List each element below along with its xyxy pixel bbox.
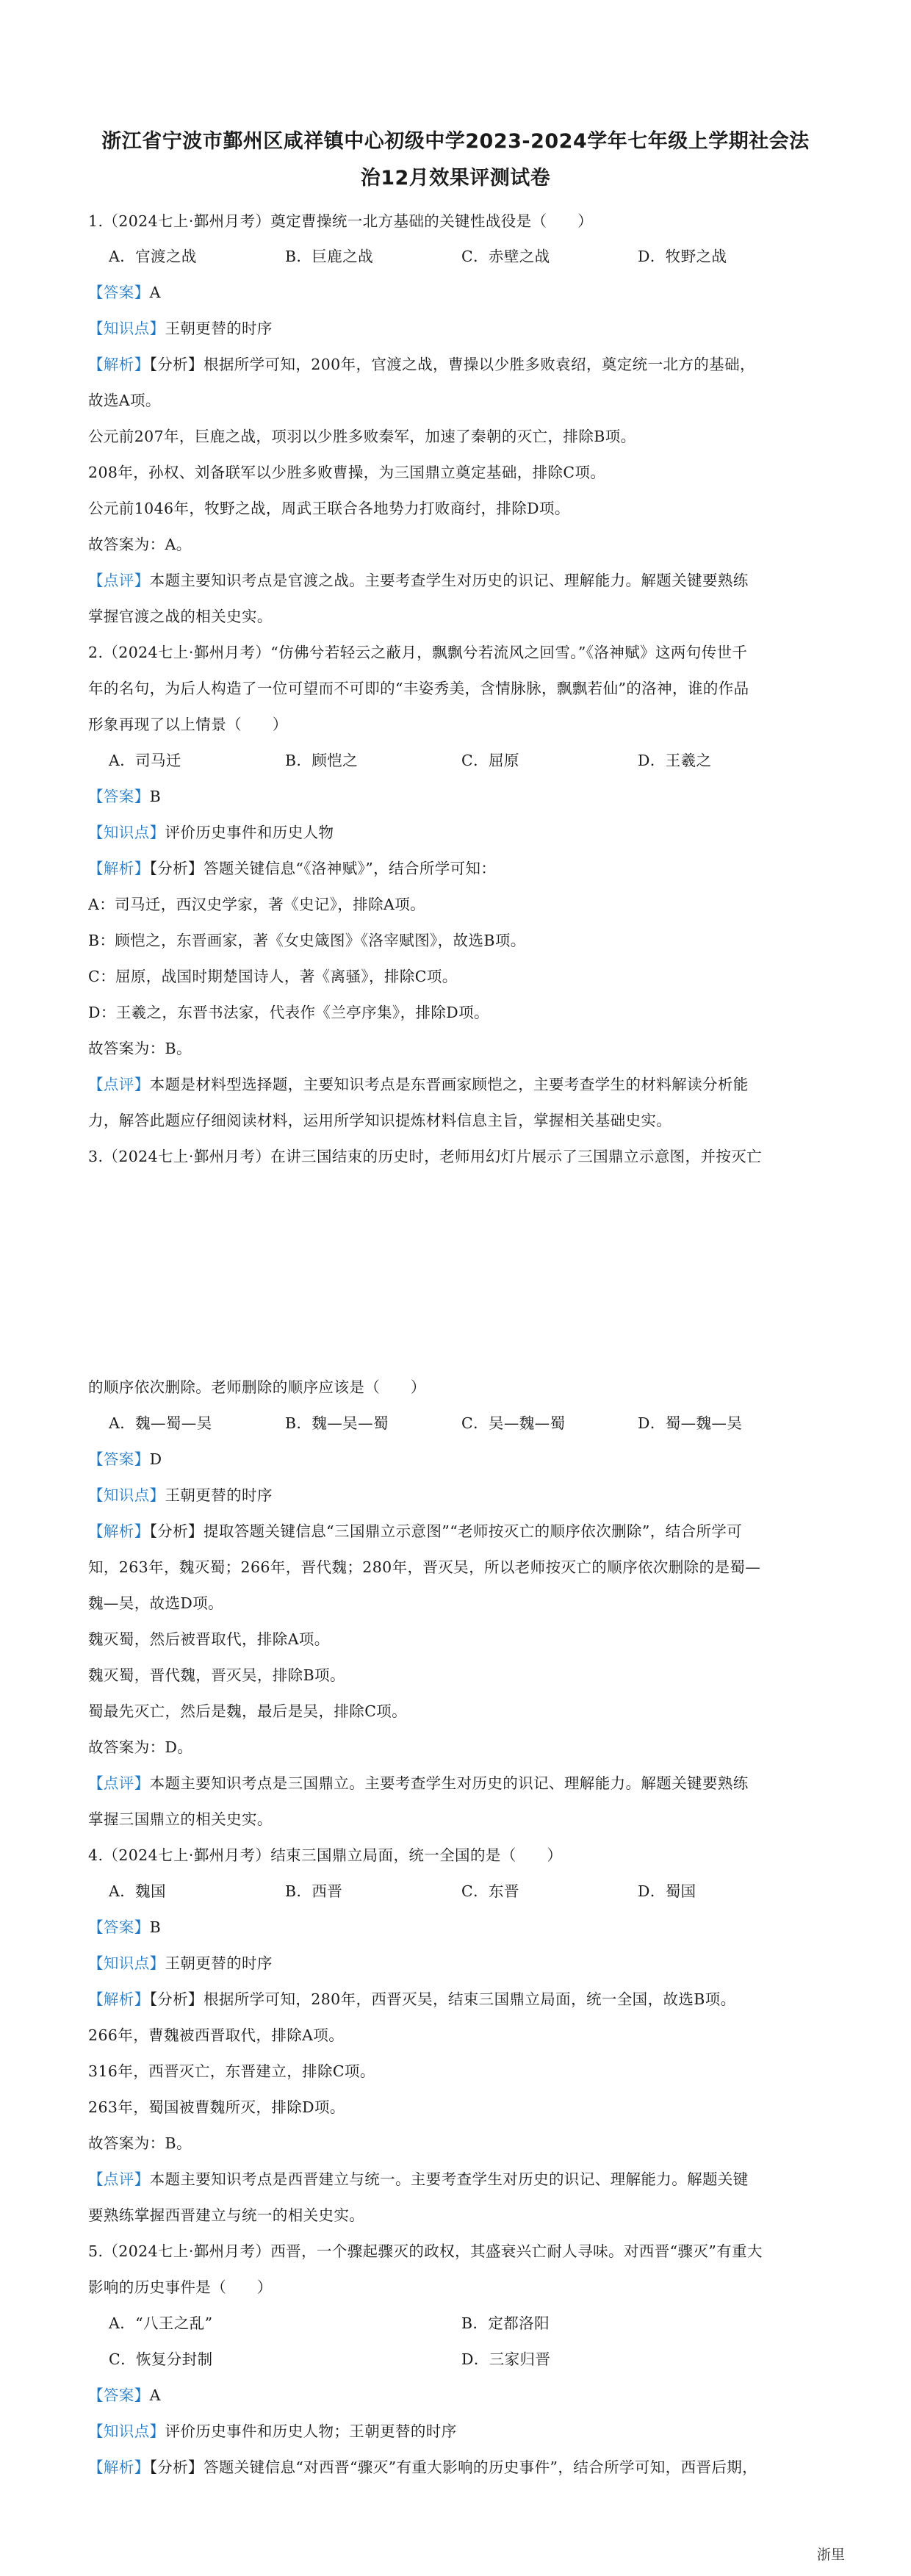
q1-option-a: A．官渡之战 (109, 248, 197, 265)
q4-option-b: B．西晋 (285, 1882, 343, 1900)
q3-analysis-line: 魏灭蜀，晋代魏，晋灭吴，排除B项。 (88, 1666, 345, 1684)
q1-comment-line: 【点评】本题主要知识考点是官渡之战。主要考查学生对历史的识记、理解能力。解题关键要熟练 (88, 572, 749, 589)
page-footer: 浙里 (816, 2547, 845, 2563)
q3-stem-line: 3.（2024七上·鄞州月考）在讲三国结束的历史时，老师用幻灯片展示了三国鼎立示意图，并按灭亡 (88, 1148, 763, 1165)
comment-label: 【点评】 (88, 1774, 150, 1792)
q1-analysis-line: 208年，孙权、刘备联军以少胜多败曹操，为三国鼎立奠定基础，排除C项。 (88, 464, 606, 481)
q3-option-a: A．魏—蜀—吴 (109, 1414, 212, 1432)
q3-option-b: B．魏—吴—蜀 (285, 1414, 389, 1432)
q4-analysis-line: 【解析】【分析】根据所学可知，280年，西晋灭吴，结束三国鼎立局面，统一全国，故选B项。 (88, 1990, 736, 2008)
q3-option-c: C．吴—魏—蜀 (461, 1414, 566, 1432)
q2-option-c: C．屈原 (461, 752, 519, 769)
q3-analysis-line: 故答案为：D。 (88, 1738, 193, 1756)
q2-stem-line: 2.（2024七上·鄞州月考）“仿佛兮若轻云之蔽月，飘飘兮若流风之回雪。”《洛神赋》这两句传世千 (88, 644, 748, 661)
q2-option-a: A．司马迁 (109, 752, 181, 769)
q3-comment-line: 掌握三国鼎立的相关史实。 (88, 1810, 273, 1828)
comment-label: 【点评】 (88, 572, 150, 589)
q1-stem: 1.（2024七上·鄞州月考）奠定曹操统一北方基础的关键性战役是（ ） (88, 212, 594, 230)
q4-stem: 4.（2024七上·鄞州月考）结束三国鼎立局面，统一全国的是（ ） (88, 1846, 563, 1864)
q3-map-image-area (88, 1176, 830, 1352)
q4-option-d: D．蜀国 (638, 1882, 696, 1900)
q1-knowledge (88, 319, 830, 338)
q2-knowledge (88, 823, 830, 842)
q3-knowledge-value: 王朝更替的时序 (165, 1486, 273, 1504)
q4-knowledge (88, 1954, 830, 1973)
q3-stem-line: 的顺序依次删除。老师删除的顺序应该是（ ） (88, 1378, 426, 1396)
q3-knowledge (88, 1486, 830, 1505)
q5-stem-line: 影响的历史事件是（ ） (88, 2278, 273, 2296)
q1-comment-line: 掌握官渡之战的相关史实。 (88, 608, 273, 625)
q2-stem-line: 年的名句，为后人构造了一位可望而不可即的“丰姿秀美，含情脉脉，飘飘若仙”的洛神，谁的作品 (88, 680, 749, 697)
q2-knowledge-value: 评价历史事件和历史人物 (165, 824, 334, 841)
q4-option-c: C．东晋 (461, 1882, 519, 1900)
q2-comment-line: 【点评】本题是材料型选择题，主要知识考点是东晋画家顾恺之，主要考查学生的材料解读分析能 (88, 1076, 749, 1093)
q1-analysis-line: 公元前1046年，牧野之战，周武王联合各地势力打败商纣，排除D项。 (88, 500, 570, 517)
q5-answer-value: A (149, 2386, 161, 2404)
q5-answer (88, 2386, 830, 2405)
q3-answer-value: D (149, 1450, 162, 1468)
q3-analysis-line: 知，263年，魏灭蜀；266年，晋代魏；280年，晋灭吴，所以老师按灭亡的顺序依次删除的是蜀— (88, 1558, 761, 1576)
q4-option-a: A．魏国 (109, 1882, 166, 1900)
analysis-label: 【解析】 (88, 860, 150, 877)
q2-option-d: D．王羲之 (638, 752, 712, 769)
q5-knowledge (88, 2422, 830, 2441)
answer-label: 【答案】 (88, 284, 150, 301)
knowledge-label: 【知识点】 (88, 1954, 165, 1972)
q5-option-a: A．“八王之乱” (109, 2314, 213, 2332)
q3-analysis-line: 魏—吴，故选D项。 (88, 1594, 224, 1612)
knowledge-label: 【知识点】 (88, 320, 165, 337)
q1-knowledge-value: 王朝更替的时序 (165, 320, 273, 337)
q2-analysis-line: 故答案为：B。 (88, 1040, 192, 1057)
q1-option-c: C．赤壁之战 (461, 248, 550, 265)
q5-analysis-line: 【解析】【分析】答题关键信息“对西晋“骤灭”有重大影响的历史事件”，结合所学可知，西晋后期， (88, 2458, 758, 2476)
q2-comment-line: 力，解答此题应仔细阅读材料，运用所学知识提炼材料信息主旨，掌握相关基础史实。 (88, 1112, 672, 1129)
q4-analysis-line: 263年，蜀国被曹魏所灭，排除D项。 (88, 2098, 345, 2116)
q1-option-d: D．牧野之战 (638, 248, 727, 265)
q1-analysis-line: 故选A项。 (88, 392, 161, 409)
analysis-label: 【解析】 (88, 2458, 150, 2476)
q1-answer (88, 283, 830, 302)
q3-comment-line: 【点评】本题主要知识考点是三国鼎立。主要考查学生对历史的识记、理解能力。解题关键要熟练 (88, 1774, 749, 1792)
answer-label: 【答案】 (88, 1918, 150, 1936)
q5-option-d: D．三家归晋 (461, 2350, 551, 2368)
answer-label: 【答案】 (88, 788, 150, 805)
document-title-line-2: 治12月效果评测试卷 (360, 167, 551, 190)
analysis-label: 【解析】 (88, 1522, 150, 1540)
q4-comment-line: 【点评】本题主要知识考点是西晋建立与统一。主要考查学生对历史的识记、理解能力。解题关键 (88, 2170, 749, 2188)
q2-answer (88, 787, 830, 806)
q5-option-c: C．恢复分封制 (109, 2350, 213, 2368)
analysis-label: 【解析】 (88, 356, 150, 373)
q3-answer (88, 1450, 830, 1469)
q4-analysis-line: 266年，曹魏被西晋取代，排除A项。 (88, 2026, 345, 2044)
q3-analysis-line: 【解析】【分析】提取答题关键信息“三国鼎立示意图”“老师按灭亡的顺序依次删除”，结合所学可 (88, 1522, 743, 1540)
q2-answer-value: B (149, 788, 162, 805)
comment-label: 【点评】 (88, 1076, 150, 1093)
q1-analysis-line: 公元前207年，巨鹿之战，项羽以少胜多败秦军，加速了秦朝的灭亡，排除B项。 (88, 428, 636, 445)
knowledge-label: 【知识点】 (88, 1486, 165, 1504)
q3-analysis-line: 蜀最先灭亡，然后是魏，最后是吴，排除C项。 (88, 1702, 408, 1720)
q1-option-b: B．巨鹿之战 (285, 248, 373, 265)
q1-answer-value: A (149, 284, 161, 301)
q4-analysis-line: 316年，西晋灭亡，东晋建立，排除C项。 (88, 2062, 375, 2080)
q5-option-b: B．定都洛阳 (461, 2314, 550, 2332)
q1-analysis-line: 故答案为：A。 (88, 536, 192, 553)
q2-option-b: B．顾恺之 (285, 752, 359, 769)
q4-answer-value: B (149, 1918, 162, 1936)
q2-analysis-line: C：屈原，战国时期楚国诗人，著《离骚》，排除C项。 (88, 968, 458, 985)
q4-comment-line: 要熟练掌握西晋建立与统一的相关史实。 (88, 2206, 365, 2224)
q5-knowledge-value: 评价历史事件和历史人物；王朝更替的时序 (165, 2422, 457, 2440)
q2-analysis-line: 【解析】【分析】答题关键信息“《洛神赋》”，结合所学可知： (88, 860, 497, 877)
knowledge-label: 【知识点】 (88, 2422, 165, 2440)
answer-label: 【答案】 (88, 2386, 150, 2404)
analysis-label: 【解析】 (88, 1990, 150, 2008)
q2-analysis-line: B：顾恺之，东晋画家，著《女史箴图》《洛宰赋图》，故选B项。 (88, 932, 526, 949)
q3-analysis-line: 魏灭蜀，然后被晋取代，排除A项。 (88, 1630, 330, 1648)
q5-stem-line: 5.（2024七上·鄞州月考）西晋，一个骤起骤灭的政权，其盛衰兴亡耐人寻味。对西晋“骤灭”有重大 (88, 2242, 763, 2260)
q4-analysis-line: 故答案为：B。 (88, 2134, 192, 2152)
q2-stem-line: 形象再现了以上情景（ ） (88, 716, 288, 733)
q4-answer (88, 1918, 830, 1937)
q2-analysis-line: D：王羲之，东晋书法家，代表作《兰亭序集》，排除D项。 (88, 1004, 489, 1021)
q4-knowledge-value: 王朝更替的时序 (165, 1954, 273, 1972)
document-title-line-1: 浙江省宁波市鄞州区咸祥镇中心初级中学2023-2024学年七年级上学期社会法 (101, 130, 810, 153)
comment-label: 【点评】 (88, 2170, 150, 2188)
knowledge-label: 【知识点】 (88, 824, 165, 841)
q2-analysis-line: A：司马迁，西汉史学家，著《史记》，排除A项。 (88, 896, 426, 913)
answer-label: 【答案】 (88, 1450, 150, 1468)
q3-option-d: D．蜀—魏—吴 (638, 1414, 743, 1432)
q1-analysis-line: 【解析】【分析】根据所学可知，200年，官渡之战，曹操以少胜多败袁绍，奠定统一北方的基础， (88, 356, 755, 373)
